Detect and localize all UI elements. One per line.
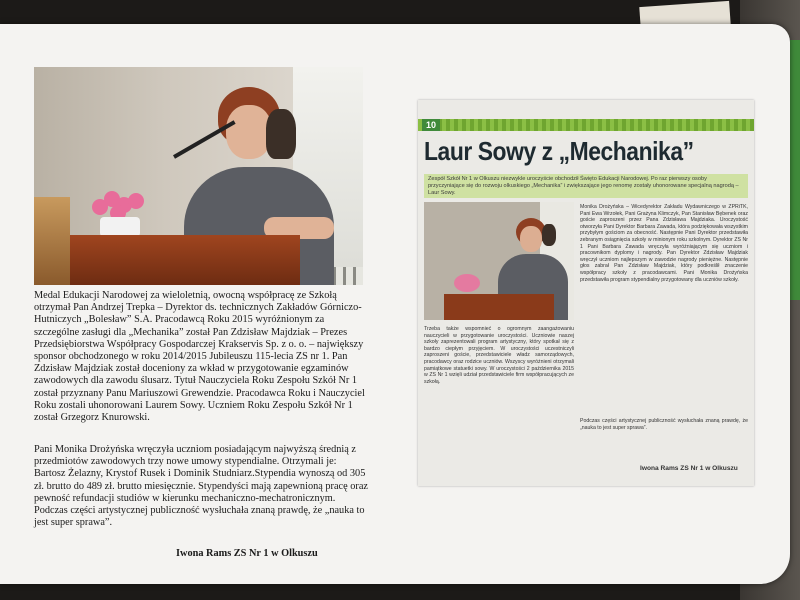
binder-edge — [790, 40, 800, 300]
ceremony-photo — [34, 67, 363, 285]
lectern — [70, 235, 300, 285]
clipping-column-right-bottom: Podczas części artystycznej publiczność wysłuchała znaną prawdę, że „nauka to jest super sprawa”. — [580, 418, 748, 431]
clipping-photo — [424, 202, 574, 320]
clipping-header-bar — [418, 119, 754, 131]
owl-statuette — [266, 109, 296, 159]
clipping-author: Iwona Rams ZS Nr 1 w Olkuszu — [640, 465, 738, 472]
clipping-column-left: Trzeba także wspomnieć o ogromnym zaangażowaniu nauczycieli w przygotowanie uroczystości. Uczniowie naszej szkoły zaprezentowali program artystyczny, który spotkał się z bardzo ciepłym przyjęciem. W uroczystości uczestniczyli zaproszeni goście, przedstawiciele władz samorządowych, pracodawcy oraz rodzice uczniów. Wszyscy wyróżnieni otrzymali pamiątkowe statuetki sowy. W uroczystości 2 października 2015 w ZS Nr 1 wzięli udział przedstawiciele firm współpracujących ze szkołą. — [424, 326, 574, 385]
newspaper-clipping — [418, 100, 754, 486]
article-paragraph-2: Pani Monika Drożyńska wręczyła uczniom posiadającym najwyższą średnią z przedmiotów zawodowych trzy nowe umowy stypendialne. Otrzymali je: Bartosz Żelazny, Krystof Rusek i Dominik Studniarz.Stypendia wynoszą od 305 zł. brutto do 489 zł. brutto miesięcznie. Stypendyści mają zapewnioną pracę oraz pewność refundacji studiów w kierunku mechaniczno-mechatronicznym. Podczas części artystycznej publiczność wysłuchała znaną prawdę, że „nauka to jest super sprawa”. — [34, 444, 368, 529]
clipping-column-right: Monika Drożyńska – Wicedyrektor Zakładu Wydawniczego w ZPRiTK, Pani Ewa Wrzołek, Pani Grażyna Klimczyk, Pan Stanisław Bębenek oraz goście zaproszeni przez Pana Zdzisława Majdziaka. Uroczystość otworzyła Pani Dyrektor Barbara Zawada, która podziękowała wszystkim przybyłym gościom za obecność. Następnie Pani Dyrektor przedstawiła zebranym osiągnięcia szkoły w minionym roku szkolnym. Dyrektor ZS Nr 1 Pani Barbara Zawada wręczyła wyróżniającym się uczniom i pracownikom dyplomy i nagrody. Pan Dyrektor Zdzisław Majdziak wręczył uczniom najlepszym w zawodzie nagrody pieniężne. Następnie głos zabrał Pan Zdzisław Majdziak, który podkreślił znaczenie współpracy szkoły z pracodawcami. Pani Monika Drożyńska przedstawiła program stypendialny przygotowany dla uczniów szkoły. — [580, 204, 748, 283]
clipping-page-number: 10 — [422, 119, 440, 131]
clipping-lead: Zespół Szkół Nr 1 w Olkuszu niezwykle uroczyście obchodził Święto Edukacji Narodowej. Po raz pierwszy osoby przyczyniające się do rozwoju olkuskiego „Mechanika” i zwiększające jego renomę zostały uhonorowane specjalną nagrodą – Laur Sowy. — [424, 174, 748, 198]
clipping-title: Laur Sowy z „Mechanika” — [424, 136, 694, 166]
article-paragraph-1: Medal Edukacji Narodowej za wieloletnią, owocną współpracę ze Szkołą otrzymał Pan Andrzej Trepka – Dyrektor ds. technicznych Zakładów Górniczo-Hutniczych „Bolesław” S.A. Pracodawcą Roku 2015 wyróżnionym za szczególne zasługi dla „Mechanika” został Pan Zdzisław Majdziak – Prezes Przedsiębiorstwa Współpracy Gospodarczej Krakservis Sp. z o. o. – największy sponsor obchodzonego w roku 2014/2015 Jubileuszu 115-lecia ZS nr 1. Pan Zdzisław Majdziak został doceniony za wkład w przygotowanie egzaminów zawodowych dla zawodu ślusarz. Tytuł Nauczyciela Roku Zespołu Szkół Nr 1 został przyznany Panu Mariuszowi Grewendzie. Pracodawca Roku i Nauczyciel Roku zostali uhonorowani Laurem Sowy. Uczniem Roku Zespołu Szkół Nr 1 został Grzegorz Knurowski. — [34, 290, 365, 424]
article-author: Iwona Rams ZS Nr 1 w Olkuszu — [176, 548, 318, 559]
